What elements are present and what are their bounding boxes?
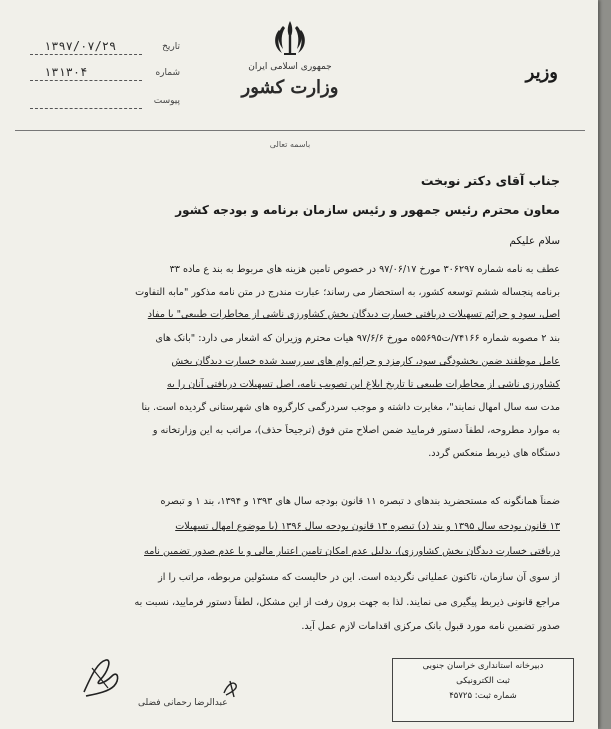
body-line: کشاورزی ناشی از مخاطرات طبیعی تا تاریخ ابلاغ این تصویب نامه، اصل تسهیلات دریافتی آنان را به bbox=[167, 379, 560, 390]
number-field bbox=[30, 64, 180, 86]
signatory-name: عبدالرضا رحمانی فضلی bbox=[138, 698, 228, 708]
date-label: تاریخ bbox=[162, 42, 180, 52]
iran-emblem-icon bbox=[272, 18, 308, 58]
number-label: شماره bbox=[155, 68, 180, 78]
republic-label: جمهوری اسلامی ایران bbox=[248, 62, 332, 72]
number-value: ۱۳۱۳۰۴ bbox=[44, 65, 88, 79]
body-line: برنامه پنجساله ششم توسعه کشور، به استحضار می رساند؛ عبارت مندرج در متن نامه مذکور "مابه التفاوت bbox=[135, 287, 560, 298]
registration-stamp bbox=[392, 658, 574, 722]
greeting: سلام علیکم bbox=[509, 235, 560, 247]
body-line: از سوی آن سازمان، تاکنون عملیاتی نگردیده است. این در حالیست که مسئولین مربوطه، مراتب را از bbox=[158, 572, 560, 583]
body-line: عطف به نامه شماره ۳۰۶۲۹۷ مورخ ۹۷/۰۶/۱۷ در خصوص تامین هزینه های مربوط به بند ع ماده ۳۳ bbox=[169, 264, 560, 275]
body-line: صدور تضمین نامه مورد قبول بانک مرکزی اقدامات لازم عمل آید. bbox=[301, 621, 560, 632]
body-line: مدت سه سال امهال نمایند"، مغایرت داشته و موجب سردرگمی کارگروه های شهرستانی گردیده است. بنا bbox=[141, 402, 560, 413]
bismillah: باسمه تعالی bbox=[269, 140, 311, 149]
date-value: ۱۳۹۷/۰۷/۲۹ bbox=[44, 39, 117, 53]
attachment-label: پیوست bbox=[153, 96, 180, 106]
body-line: ضمناً همانگونه که مستحضرید بندهای د تبصره ۱۱ قانون بودجه سال های ۱۳۹۳ و ۱۳۹۴، بند ۱ و تبصره bbox=[160, 496, 560, 507]
recipient-name: جناب آقای دکتر نوبخت bbox=[420, 173, 560, 188]
body-line: دستگاه های ذیربط منعکس گردد. bbox=[428, 448, 560, 459]
body-line: اصل، سود و جرائم تسهیلات دریافتی خسارت دیدگان بخش کشاورزی ناشی از مخاطرات طبیعی" با مفاد bbox=[147, 309, 560, 320]
body-line: دریافتی خسارت دیدگان بخش کشاورزی)، بدلیل عدم امکان تامین اعتبار مالی و یا عدم صدور تضمین نامه bbox=[144, 546, 560, 557]
body-line: ۱۳ قانون بودجه سال ۱۳۹۵ و بند (د) تبصره ۱۳ قانون بودجه سال ۱۳۹۶ (با موضوع امهال تسهیلات bbox=[175, 521, 560, 532]
stamp-line: دبیرخانه استانداری خراسان جنوبی bbox=[422, 661, 544, 671]
body-line: بند ۲ مصوبه شماره ۷۴۱۶۶/ت۵۵۶۹۵ه مورخ ۹۷/۶/۶ هیات محترم وزیران که اشعار می دارد: "بانک های bbox=[155, 333, 560, 344]
body-line: عامل موظفند ضمن بخشودگی سود، کارمزد و جرائم وام های سررسید شده خسارت دیدگان بخش bbox=[171, 356, 560, 367]
recipient-title: معاون محترم رئیس جمهور و رئیس سازمان برنامه و بودجه کشور bbox=[175, 203, 560, 217]
attachment-field bbox=[30, 92, 180, 114]
body-line: به موارد مطروحه، لطفاً دستور فرمایید ضمن اصلاح متن فوق (ترجیحاً حذف)، مراتب به این وزارتخانه و bbox=[152, 425, 560, 436]
ministry-name: وزارت کشور bbox=[241, 77, 339, 98]
stamp-line: ثبت الکترونیکی bbox=[456, 676, 510, 686]
stamp-line: شماره ثبت: ۴۵۷۲۵ bbox=[449, 691, 517, 701]
initial-mark-icon bbox=[220, 677, 242, 699]
header-divider bbox=[15, 130, 585, 131]
minister-title: وزیر bbox=[525, 62, 558, 83]
body-line: مراجع قانونی ذیربط پیگیری می نمایند. لذا به جهت برون رفت از این مشکل، لطفاً دستور فرمایید، نسبت به bbox=[134, 597, 560, 608]
date-field bbox=[30, 38, 180, 60]
signature-scribble-icon bbox=[78, 654, 126, 700]
